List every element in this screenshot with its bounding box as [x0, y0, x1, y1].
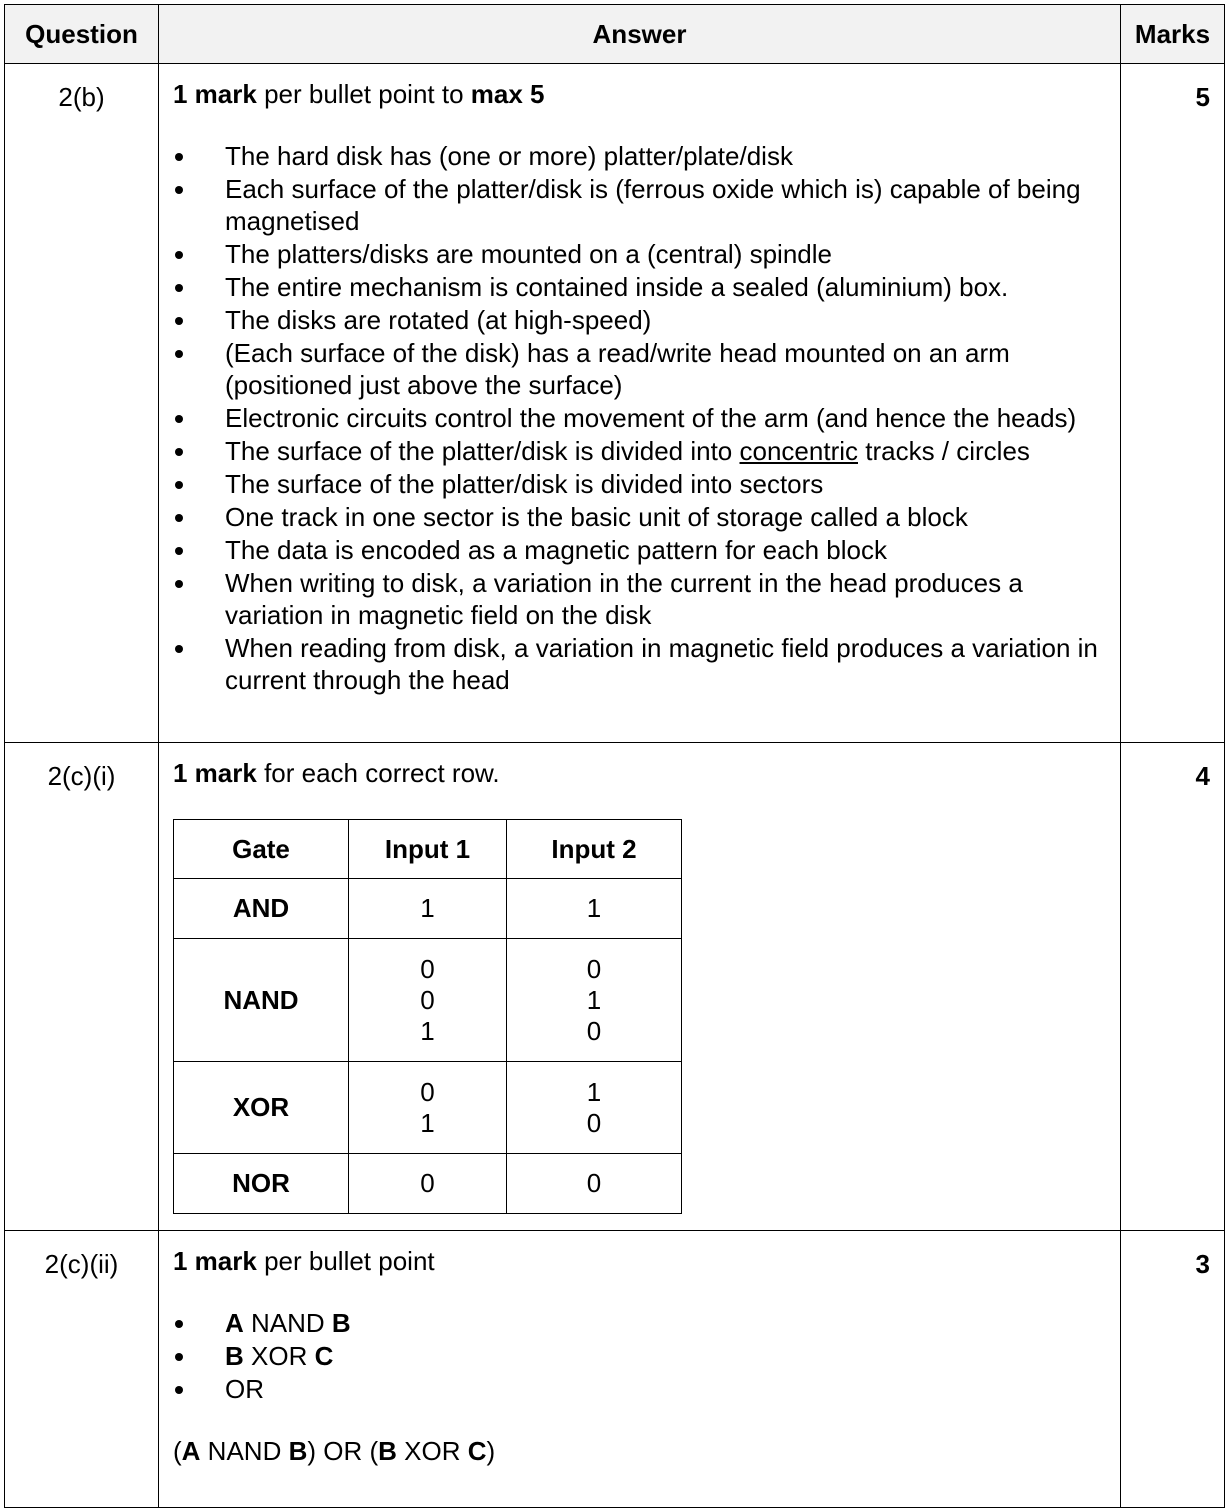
input2-cell: [507, 1062, 682, 1154]
gate-name: AND: [174, 879, 349, 939]
expr-part: NAND: [200, 1436, 289, 1466]
intro-bold: 1 mark: [173, 79, 257, 109]
answer-intro: [173, 1245, 1106, 1277]
answer-intro: [173, 757, 1106, 789]
gate-table-header: [174, 820, 682, 879]
answer-intro: [173, 78, 1106, 110]
input1-cell: [349, 939, 507, 1062]
intro-bold: 1 mark: [173, 1246, 257, 1276]
bullet-list: [173, 140, 1106, 696]
input1-cell: [349, 879, 507, 939]
input-value: 0: [586, 1015, 602, 1046]
gate-header: Gate: [174, 820, 349, 879]
intro-bold: 1 mark: [173, 758, 257, 788]
gate-name: XOR: [174, 1062, 349, 1154]
final-expression: [173, 1435, 1106, 1467]
input2-header: Input 2: [507, 820, 682, 879]
list-item: The platters/disks are mounted on a (central) spindle: [173, 238, 1106, 270]
intro-text: per bullet point: [256, 1246, 435, 1276]
list-item: The hard disk has (one or more) platter/plate/disk: [173, 140, 1106, 172]
table-row: [5, 64, 1225, 743]
gate-table: [173, 819, 682, 1214]
question-number: 2(c)(ii): [5, 1231, 159, 1508]
list-item: [173, 1340, 1106, 1372]
operand: B: [331, 1308, 351, 1338]
header-row: [5, 5, 1225, 64]
input-value: 1: [420, 1107, 435, 1138]
answer-cell: [159, 64, 1121, 743]
list-item: Each surface of the platter/disk is (ferrous oxide which is) capable of being magnetised: [173, 173, 1106, 237]
input-value: 0: [420, 1168, 435, 1198]
intro-text: for each correct row.: [256, 758, 500, 788]
input1-cell: [349, 1062, 507, 1154]
expr-operand: C: [467, 1436, 487, 1466]
operand: A: [225, 1308, 244, 1338]
input-value: 1: [586, 893, 602, 923]
answer-cell: [159, 1231, 1121, 1508]
operator: NAND: [243, 1308, 332, 1338]
question-number: 2(b): [5, 64, 159, 743]
list-item: [173, 1373, 1106, 1405]
expr-part: ): [486, 1436, 496, 1466]
operand: C: [314, 1341, 334, 1371]
expr-part: (: [173, 1436, 182, 1466]
input-value: 1: [586, 984, 602, 1015]
bullet-list: [173, 1307, 1106, 1405]
list-item: Electronic circuits control the movement of the arm (and hence the heads): [173, 402, 1106, 434]
input-value: 0: [420, 984, 435, 1015]
operator: XOR: [243, 1341, 315, 1371]
input-value: 0: [586, 953, 602, 984]
input-value: 0: [586, 1168, 602, 1198]
input1-cell: [349, 1154, 507, 1214]
list-item: When reading from disk, a variation in magnetic field produces a variation in current through the head: [173, 632, 1106, 696]
input-value: 1: [420, 1015, 435, 1046]
table-row: [5, 1231, 1225, 1508]
input-value: 1: [420, 893, 435, 923]
header-marks: Marks: [1121, 5, 1225, 64]
list-item: When writing to disk, a variation in the current in the head produces a variation in magnetic field on the disk: [173, 567, 1106, 631]
gate-row-and: [174, 879, 682, 939]
question-number: 2(c)(i): [5, 743, 159, 1231]
list-item: [173, 1307, 1106, 1339]
expr-operand: A: [181, 1436, 201, 1466]
marks-value: 4: [1121, 743, 1225, 1231]
operator: OR: [225, 1374, 264, 1404]
header-answer: Answer: [159, 5, 1121, 64]
table-row: [5, 743, 1225, 1231]
input-value: 0: [420, 953, 435, 984]
operand: B: [225, 1341, 244, 1371]
list-item: (Each surface of the disk) has a read/write head mounted on an arm (positioned just above the surface): [173, 337, 1106, 401]
input-value: 0: [586, 1107, 602, 1138]
list-item: [173, 435, 1106, 467]
expr-operand: B: [288, 1436, 308, 1466]
list-item: The data is encoded as a magnetic pattern for each block: [173, 534, 1106, 566]
input2-cell: [507, 1154, 682, 1214]
expr-part: ) OR (: [307, 1436, 379, 1466]
gate-row-nand: [174, 939, 682, 1062]
expr-operand: B: [378, 1436, 397, 1466]
gate-name: NAND: [174, 939, 349, 1062]
list-item: The disks are rotated (at high-speed): [173, 304, 1106, 336]
list-item-text: tracks / circles: [858, 436, 1030, 466]
header-question: Question: [5, 5, 159, 64]
gate-name: NOR: [174, 1154, 349, 1214]
marks-value: 3: [1121, 1231, 1225, 1508]
marks-value: 5: [1121, 64, 1225, 743]
intro-text: per bullet point to: [256, 79, 471, 109]
input-value: 1: [586, 1076, 602, 1107]
intro-bold-max: max 5: [470, 79, 545, 109]
mark-scheme-table: [4, 4, 1225, 1508]
expr-part: XOR: [396, 1436, 468, 1466]
input1-header: Input 1: [349, 820, 507, 879]
input-value: 0: [420, 1076, 435, 1107]
gate-row-nor: [174, 1154, 682, 1214]
input2-cell: [507, 939, 682, 1062]
list-item: The entire mechanism is contained inside a sealed (aluminium) box.: [173, 271, 1106, 303]
input2-cell: [507, 879, 682, 939]
underlined-term: concentric: [739, 436, 858, 466]
list-item: One track in one sector is the basic unit of storage called a block: [173, 501, 1106, 533]
list-item-text: The surface of the platter/disk is divided into: [225, 436, 740, 466]
answer-cell: [159, 743, 1121, 1231]
list-item: The surface of the platter/disk is divided into sectors: [173, 468, 1106, 500]
gate-row-xor: [174, 1062, 682, 1154]
